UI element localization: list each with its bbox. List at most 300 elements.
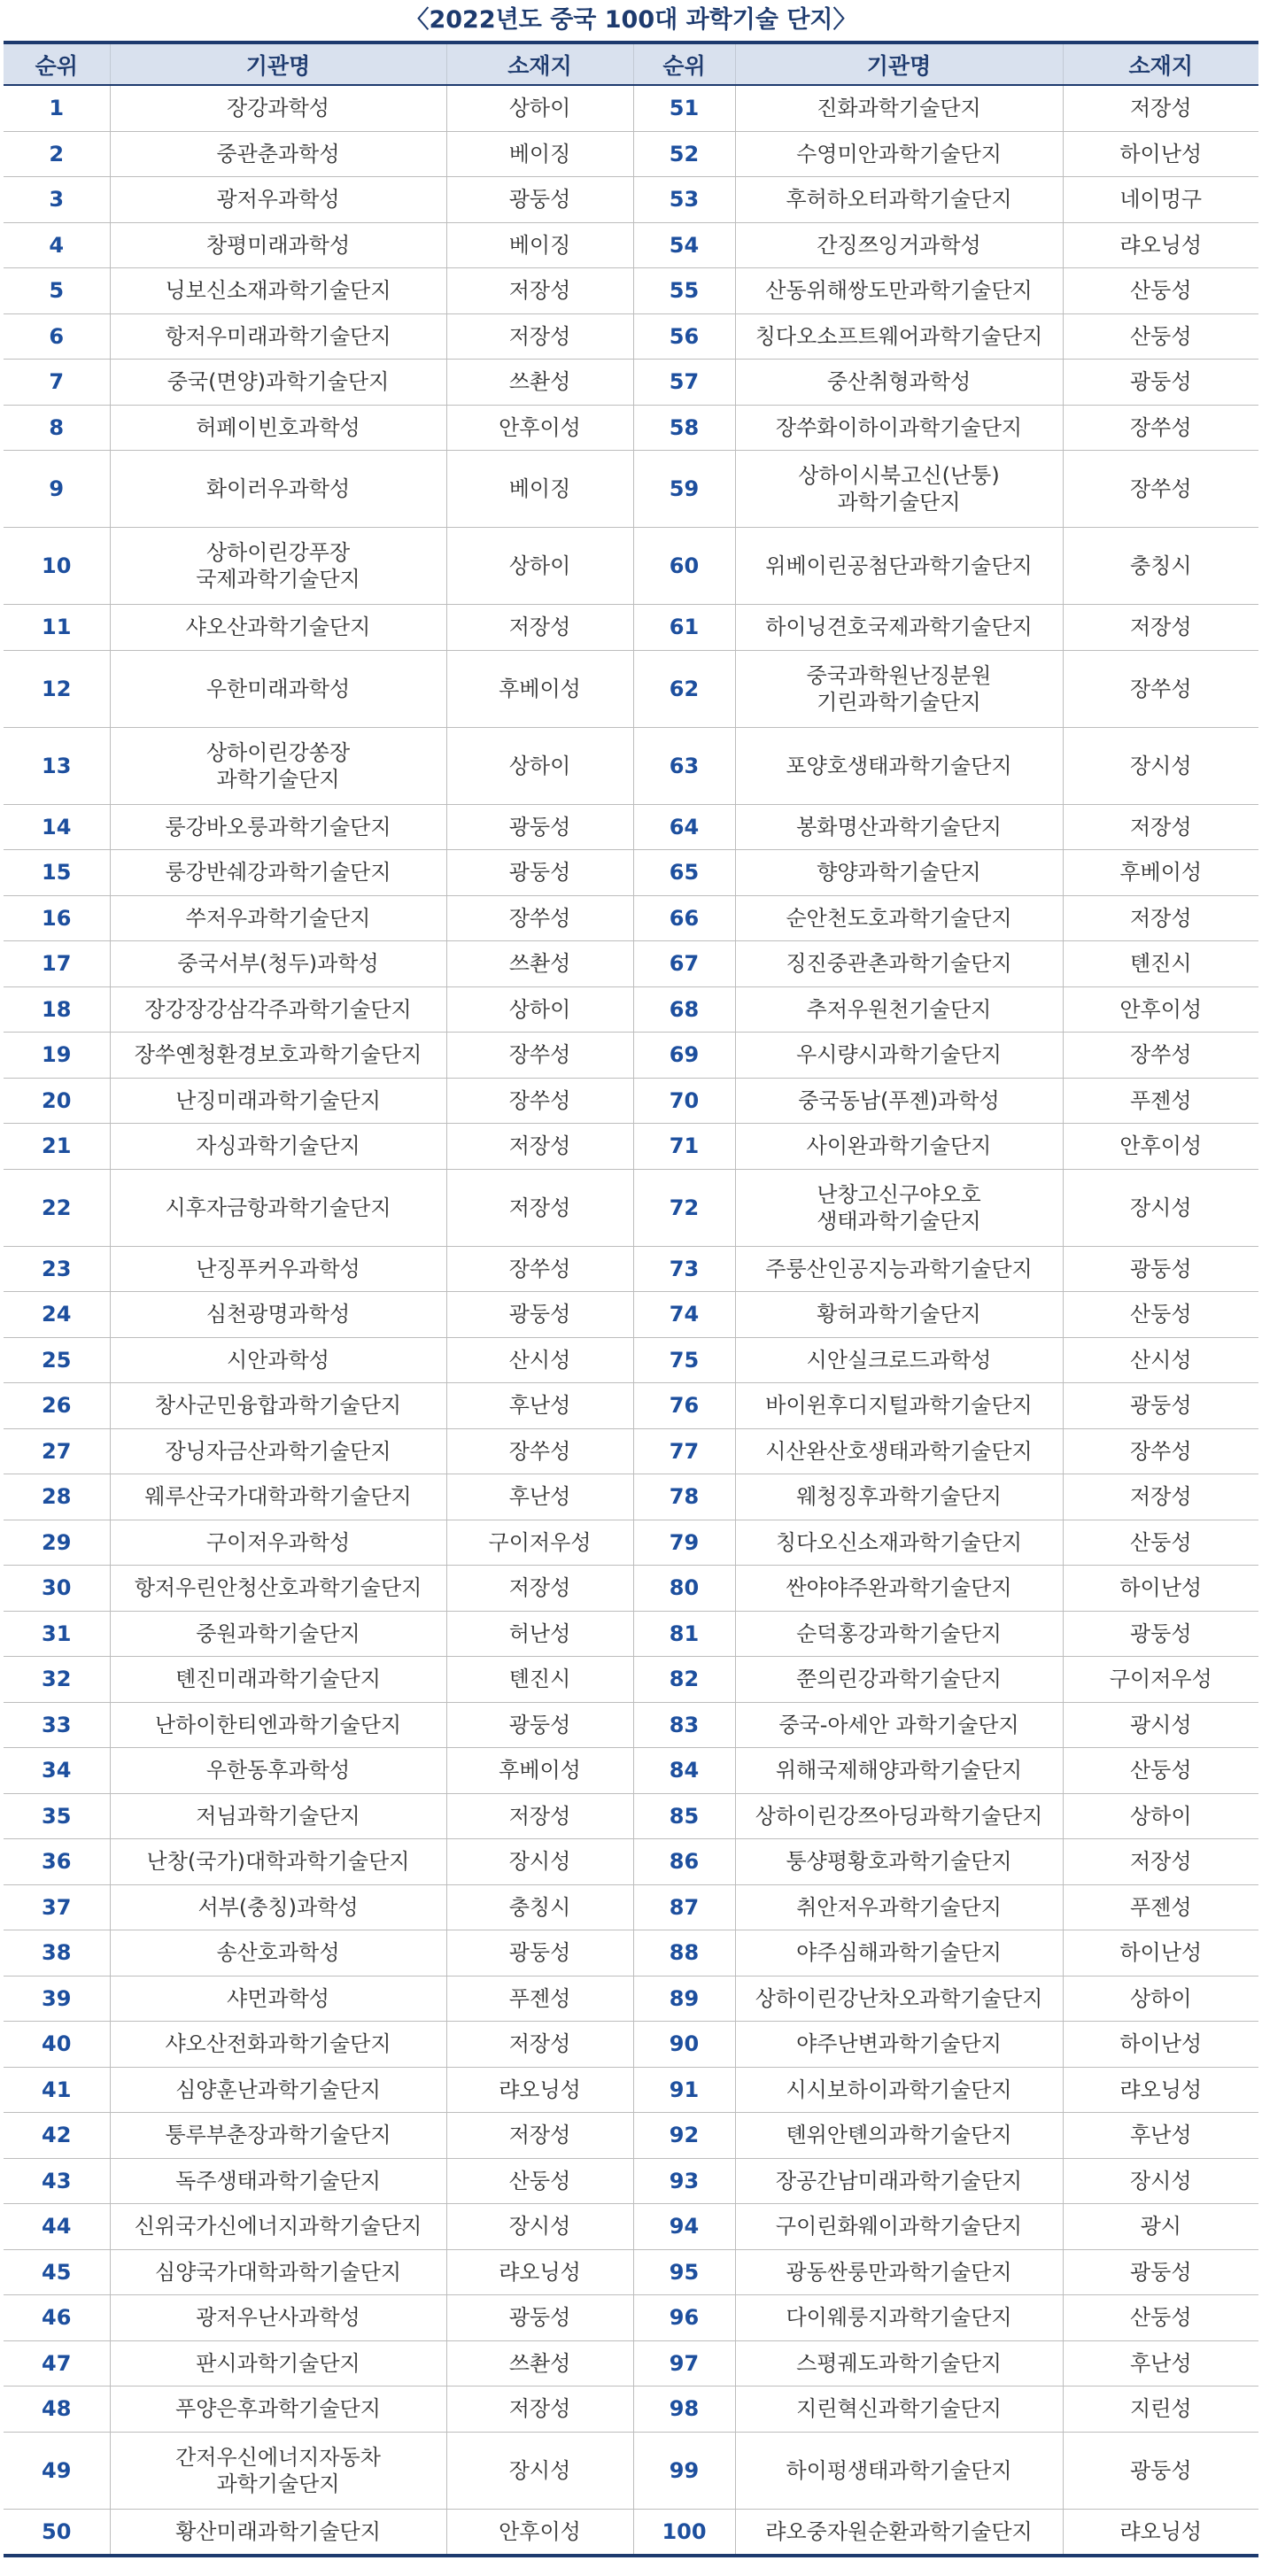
rank-cell (4, 2067, 110, 2113)
institution-name-cell (735, 2022, 1063, 2068)
institution-name-cell (110, 1930, 446, 1976)
institution-name-cell (735, 1976, 1063, 2022)
table-row (4, 804, 1258, 850)
institution-name-cell (110, 360, 446, 406)
institution-name-cell-text: 독주생태과학기술단지 (175, 2168, 381, 2193)
rank-cell (4, 405, 110, 451)
location-cell-text: 후난성 (1129, 2350, 1192, 2376)
rank-cell (633, 1246, 735, 1292)
location-cell-text: 푸젠성 (508, 1985, 571, 2011)
rank-cell-text: 2 (49, 141, 65, 166)
ranking-table (4, 41, 1258, 2557)
location-cell (1063, 1657, 1258, 1703)
rank-cell-text: 31 (42, 1621, 72, 1646)
location-cell (446, 1474, 633, 1520)
institution-name-cell-text: 샤오산과학기술단지 (185, 615, 371, 640)
location-cell (446, 850, 633, 896)
rank-cell-text: 36 (42, 1849, 72, 1875)
rank-cell (4, 1428, 110, 1474)
rank-cell (633, 85, 735, 131)
institution-name-cell-text: 랴오중자원순환과학기술단지 (765, 2518, 1033, 2544)
rank-cell (633, 1839, 735, 1885)
rank-cell-text: 28 (42, 1484, 72, 1510)
institution-name-cell (735, 1566, 1063, 1612)
institution-name-cell-text: 창사군민융합과학기술단지 (154, 1393, 402, 1419)
institution-name-cell-text: 광동싼룽만과학기술단지 (786, 2259, 1012, 2285)
table-body (4, 85, 1258, 2556)
institution-name-cell (735, 727, 1063, 804)
location-cell (446, 2509, 633, 2556)
location-cell (446, 2249, 633, 2295)
location-cell (446, 1839, 633, 1885)
location-cell-text: 상하이 (1129, 1803, 1192, 1829)
location-cell-text: 쓰촨성 (508, 2350, 571, 2376)
institution-name-cell (110, 1839, 446, 1885)
rank-cell-text: 29 (42, 1529, 72, 1555)
location-cell (446, 650, 633, 727)
location-cell-text: 하이난성 (1119, 1940, 1203, 1966)
rank-cell (4, 360, 110, 406)
institution-name-cell (735, 1839, 1063, 1885)
institution-name-cell (110, 2022, 446, 2068)
rank-cell-text: 97 (669, 2350, 700, 2376)
location-cell-text: 저장성 (1129, 1484, 1192, 1510)
rank-cell (4, 2113, 110, 2159)
table-row (4, 1124, 1258, 1170)
rank-cell (4, 1976, 110, 2022)
location-cell (1063, 405, 1258, 451)
rank-cell (4, 2509, 110, 2556)
institution-name-cell-text: 광저우과학성 (216, 187, 340, 213)
rank-cell-text: 14 (42, 814, 72, 839)
institution-name-cell-text: 주룽산인공지능과학기술단지 (765, 1256, 1033, 1281)
institution-name-cell-text: 중관춘과학성 (216, 141, 340, 166)
location-cell-text: 산시성 (1129, 1347, 1192, 1373)
location-cell (1063, 804, 1258, 850)
institution-name-cell (110, 405, 446, 451)
rank-cell-text: 54 (669, 232, 700, 258)
institution-name-cell (735, 1337, 1063, 1383)
table-row (4, 2386, 1258, 2433)
rank-cell (4, 895, 110, 941)
rank-cell (4, 2249, 110, 2295)
location-cell-text: 베이징 (508, 141, 571, 166)
institution-name-cell-text: 칭다오소프트웨어과학기술단지 (755, 323, 1043, 349)
rank-cell (633, 1930, 735, 1976)
location-cell-text: 저장성 (1129, 615, 1192, 640)
rank-cell-text: 50 (42, 2518, 72, 2544)
rank-cell (4, 804, 110, 850)
location-cell (1063, 1033, 1258, 1079)
location-cell-text: 저장성 (508, 1195, 571, 1220)
rank-cell-text: 8 (49, 414, 65, 440)
institution-name-cell (735, 1657, 1063, 1703)
location-cell-text: 구이저우성 (488, 1529, 592, 1555)
location-cell-text: 광둥성 (1129, 2259, 1192, 2285)
institution-name-cell-text: 신위국가신에너지과학기술단지 (134, 2214, 422, 2239)
institution-name-cell (735, 1793, 1063, 1839)
institution-name-cell-text: 취안저우과학기술단지 (796, 1894, 1002, 1920)
table-row (4, 1748, 1258, 1794)
institution-name-cell-text: 시안실크로드과학성 (806, 1347, 992, 1373)
rank-cell-text: 69 (669, 1042, 700, 1068)
location-cell (446, 1930, 633, 1976)
location-cell (1063, 1246, 1258, 1292)
rank-cell (633, 177, 735, 223)
institution-name-cell-text: 우시량시과학기술단지 (796, 1042, 1002, 1068)
institution-name-cell (735, 222, 1063, 268)
rank-cell-text: 86 (669, 1849, 700, 1875)
location-cell (446, 1611, 633, 1657)
institution-name-cell-text: 항저우린안청산호과학기술단지 (134, 1575, 422, 1601)
table-row (4, 528, 1258, 605)
institution-name-cell-text: 시후자금항과학기술단지 (165, 1195, 391, 1220)
location-cell-text: 장쑤성 (508, 1256, 571, 1281)
location-cell-text: 충칭시 (508, 1894, 571, 1920)
institution-name-cell-text: 퉁루부춘장과학기술단지 (165, 2123, 391, 2148)
table-title: 〈2022년도 중국 100대 과학기술 단지〉 (405, 6, 857, 34)
institution-name-cell (110, 1976, 446, 2022)
rank-cell-text: 40 (42, 2031, 72, 2057)
institution-name-cell (735, 85, 1063, 131)
rank-cell-text: 64 (669, 814, 700, 839)
institution-name-cell-text: 룽강바오룽과학기술단지 (165, 814, 391, 839)
location-cell-text: 랴오닝성 (1119, 2518, 1203, 2544)
location-cell (1063, 2113, 1258, 2159)
institution-name-cell-text: 다이웨룽지과학기술단지 (786, 2305, 1012, 2331)
table-row (4, 2249, 1258, 2295)
institution-name-cell-text: 저님과학기술단지 (196, 1803, 360, 1829)
institution-name-cell (735, 804, 1063, 850)
location-cell (1063, 2067, 1258, 2113)
location-cell (446, 2113, 633, 2159)
institution-name-cell (110, 804, 446, 850)
rank-cell-text: 92 (669, 2123, 700, 2148)
location-cell (446, 2386, 633, 2433)
rank-cell-text: 45 (42, 2259, 72, 2285)
rank-cell-text: 91 (669, 2077, 700, 2102)
location-cell (1063, 1078, 1258, 1124)
rank-cell (4, 1884, 110, 1930)
rank-cell (633, 528, 735, 605)
location-cell (1063, 2022, 1258, 2068)
institution-name-cell (110, 1428, 446, 1474)
institution-name-cell (110, 2432, 446, 2509)
institution-name-cell (735, 1884, 1063, 1930)
rank-cell (4, 85, 110, 131)
institution-name-cell-text: 상하이린강난차오과학기술단지 (755, 1985, 1043, 2011)
location-cell-text: 산둥성 (1129, 1529, 1192, 1555)
institution-name-cell (735, 131, 1063, 177)
institution-name-cell (110, 986, 446, 1033)
institution-name-cell-text: 룽강반쉐강과학기술단지 (165, 860, 391, 886)
table-row (4, 2022, 1258, 2068)
rank-cell-text: 20 (42, 1087, 72, 1113)
location-cell-text: 하이난성 (1119, 2031, 1203, 2057)
location-cell-text: 후베이성 (499, 1758, 581, 1783)
rank-cell-text: 46 (42, 2305, 72, 2331)
institution-name-cell (735, 650, 1063, 727)
institution-name-cell-text: 포양호생태과학기술단지 (786, 753, 1012, 778)
institution-name-cell-text: 싼야야주완과학기술단지 (786, 1575, 1012, 1601)
rank-cell (633, 605, 735, 651)
institution-name-cell-text: 광저우난사과학성 (196, 2305, 360, 2331)
institution-name-cell (110, 2509, 446, 2556)
institution-name-cell (110, 2249, 446, 2295)
institution-name-cell-text: 상하이시북고신(난퉁) 과학기술단지 (798, 463, 1000, 514)
location-cell-text: 랴오닝성 (1119, 232, 1203, 258)
institution-name-cell-text: 상하이린강푸장 국제과학기술단지 (196, 540, 360, 592)
location-cell (446, 1702, 633, 1748)
location-cell (1063, 2295, 1258, 2341)
location-cell-text: 저장성 (1129, 905, 1192, 931)
institution-name-cell (735, 1292, 1063, 1338)
location-cell-text: 저장성 (508, 278, 571, 304)
institution-name-cell-text: 스평궤도과학기술단지 (796, 2350, 1002, 2376)
location-cell (1063, 1566, 1258, 1612)
location-cell (446, 1124, 633, 1170)
rank-cell-text: 3 (49, 187, 65, 213)
institution-name-cell-text: 우한미래과학성 (205, 676, 351, 701)
rank-cell-text: 9 (49, 476, 65, 501)
location-cell-text: 구이저우성 (1109, 1667, 1212, 1692)
institution-name-cell-text: 쭌의린강과학기술단지 (796, 1667, 1002, 1692)
institution-name-cell (110, 850, 446, 896)
rank-cell-text: 52 (669, 141, 700, 166)
rank-cell (633, 986, 735, 1033)
location-cell (1063, 313, 1258, 360)
rank-cell-text: 67 (669, 951, 700, 977)
institution-name-cell (110, 727, 446, 804)
rank-cell-text: 83 (669, 1712, 700, 1737)
location-cell (446, 1246, 633, 1292)
location-cell (446, 1078, 633, 1124)
institution-name-cell (735, 941, 1063, 987)
location-cell-text: 저장성 (1129, 814, 1192, 839)
location-cell (446, 1976, 633, 2022)
header-location-left: 소재지 (446, 43, 633, 85)
location-cell-text: 산둥성 (1129, 2305, 1192, 2331)
institution-name-cell (735, 895, 1063, 941)
location-cell-text: 광시성 (1129, 1712, 1192, 1737)
location-cell (1063, 727, 1258, 804)
institution-name-cell-text: 순안천도호과학기술단지 (786, 905, 1012, 931)
institution-name-cell (110, 177, 446, 223)
rank-cell (633, 2113, 735, 2159)
location-cell-text: 저장성 (508, 1803, 571, 1829)
institution-name-cell (735, 2432, 1063, 2509)
rank-cell-text: 74 (669, 1302, 700, 1327)
location-cell-text: 상하이 (508, 996, 571, 1022)
location-cell-text: 랴오닝성 (499, 2077, 581, 2102)
rank-cell (633, 1611, 735, 1657)
rank-cell-text: 43 (42, 2168, 72, 2193)
institution-name-cell-text: 중국(면양)과학기술단지 (166, 369, 390, 395)
location-cell-text: 광둥성 (508, 860, 571, 886)
rank-cell (633, 1566, 735, 1612)
location-cell-text: 네이멍구 (1119, 187, 1203, 213)
location-cell-text: 하이난성 (1119, 1575, 1203, 1601)
rank-cell-text: 75 (669, 1347, 700, 1373)
rank-cell (633, 2022, 735, 2068)
rank-cell-text: 95 (669, 2259, 700, 2285)
location-cell (1063, 1383, 1258, 1429)
location-cell (446, 1169, 633, 1246)
location-cell (1063, 268, 1258, 314)
rank-cell (633, 895, 735, 941)
location-cell-text: 산둥성 (1129, 278, 1192, 304)
location-cell-text: 장쑤성 (1129, 1438, 1192, 1464)
rank-cell-text: 76 (669, 1393, 700, 1419)
institution-name-cell-text: 바이윈후디지털과학기술단지 (765, 1393, 1033, 1419)
rank-cell-text: 78 (669, 1484, 700, 1510)
location-cell-text: 장쑤성 (508, 1087, 571, 1113)
institution-name-cell (735, 1383, 1063, 1429)
rank-cell (4, 605, 110, 651)
location-cell (1063, 850, 1258, 896)
rank-cell-text: 80 (669, 1575, 700, 1601)
location-cell (1063, 360, 1258, 406)
institution-name-cell (110, 222, 446, 268)
location-cell-text: 장시성 (1129, 753, 1192, 778)
rank-cell (633, 360, 735, 406)
rank-cell-text: 35 (42, 1803, 72, 1829)
location-cell (1063, 1337, 1258, 1383)
rank-cell (4, 1169, 110, 1246)
rank-cell-text: 84 (669, 1758, 700, 1783)
rank-cell (4, 2204, 110, 2250)
institution-name-cell-text: 시안과학성 (227, 1347, 329, 1373)
institution-name-cell (110, 2067, 446, 2113)
rank-cell (633, 1793, 735, 1839)
table-row (4, 850, 1258, 896)
rank-cell (633, 804, 735, 850)
institution-name-cell (110, 1793, 446, 1839)
rank-cell-text: 73 (669, 1256, 700, 1281)
institution-name-cell (735, 1033, 1063, 1079)
location-cell (446, 2340, 633, 2386)
institution-name-cell-text: 진화과학기술단지 (817, 96, 981, 121)
location-cell-text: 상하이 (508, 96, 571, 121)
table-row (4, 1793, 1258, 1839)
rank-cell-text: 96 (669, 2305, 700, 2331)
institution-name-cell-text: 봉화명산과학기술단지 (796, 814, 1002, 839)
rank-cell-text: 37 (42, 1894, 72, 1920)
institution-name-cell-text: 화이러우과학성 (205, 476, 351, 501)
rank-cell (633, 2158, 735, 2204)
rank-cell-text: 71 (669, 1133, 700, 1159)
institution-name-cell-text: 향양과학기술단지 (817, 860, 981, 886)
location-cell-text: 저장성 (508, 2031, 571, 2057)
institution-name-cell-text: 하이펑생태과학기술단지 (786, 2457, 1012, 2483)
table-row (4, 177, 1258, 223)
location-cell (1063, 1793, 1258, 1839)
location-cell-text: 지린성 (1129, 2396, 1192, 2422)
location-cell-text: 안후이성 (499, 414, 581, 440)
rank-cell (4, 1474, 110, 1520)
institution-name-cell (110, 1702, 446, 1748)
institution-name-cell (735, 2386, 1063, 2433)
location-cell-text: 베이징 (508, 476, 571, 501)
institution-name-cell-text: 산동위해쌍도만과학기술단지 (765, 278, 1033, 304)
institution-name-cell-text: 구이저우과학성 (205, 1529, 351, 1555)
institution-name-cell (735, 605, 1063, 651)
header-name-left: 기관명 (110, 43, 446, 85)
rank-cell (633, 1702, 735, 1748)
institution-name-cell-text: 난징푸커우과학성 (196, 1256, 360, 1281)
rank-cell (633, 405, 735, 451)
institution-name-cell (110, 895, 446, 941)
rank-cell (633, 727, 735, 804)
rank-cell-text: 38 (42, 1940, 72, 1966)
location-cell (446, 405, 633, 451)
location-cell (1063, 528, 1258, 605)
institution-name-cell-text: 사이완과학기술단지 (806, 1133, 992, 1159)
institution-name-cell-text: 간저우신에너지자동차 과학기술단지 (175, 2444, 381, 2496)
location-cell-text: 후난성 (508, 1484, 571, 1510)
table-row (4, 2340, 1258, 2386)
institution-name-cell (110, 528, 446, 605)
institution-name-cell-text: 허페이빈호과학성 (196, 414, 360, 440)
institution-name-cell-text: 간징쯔잉거과학성 (817, 232, 981, 258)
institution-name-cell (110, 131, 446, 177)
institution-name-cell-text: 수영미안과학기술단지 (796, 141, 1002, 166)
rank-cell-text: 32 (42, 1667, 72, 1692)
rank-cell-text: 15 (42, 860, 72, 886)
rank-cell-text: 93 (669, 2168, 700, 2193)
rank-cell (633, 1657, 735, 1703)
institution-name-cell-text: 장강장강삼각주과학기술단지 (144, 996, 412, 1022)
location-cell-text: 후베이성 (1119, 860, 1203, 886)
location-cell (1063, 1930, 1258, 1976)
institution-name-cell (110, 2340, 446, 2386)
location-cell (446, 727, 633, 804)
institution-name-cell (735, 451, 1063, 528)
institution-name-cell (735, 1124, 1063, 1170)
rank-cell (4, 1748, 110, 1794)
rank-cell-text: 60 (669, 553, 700, 578)
rank-cell-text: 4 (49, 232, 65, 258)
institution-name-cell (110, 1246, 446, 1292)
rank-cell (633, 1976, 735, 2022)
table-row (4, 1169, 1258, 1246)
institution-name-cell-text: 난창고신구야오호 생태과학기술단지 (817, 1181, 981, 1234)
table-row (4, 941, 1258, 987)
rank-cell-text: 24 (42, 1302, 72, 1327)
location-cell-text: 장쑤성 (1129, 414, 1192, 440)
institution-name-cell-text: 우한동후과학성 (205, 1758, 351, 1783)
location-cell-text: 저장성 (1129, 1849, 1192, 1875)
location-cell-text: 광둥성 (508, 187, 571, 213)
rank-cell (4, 1124, 110, 1170)
institution-name-cell-text: 야주심해과학기술단지 (796, 1940, 1002, 1966)
location-cell-text: 저장성 (508, 2396, 571, 2422)
institution-name-cell (110, 85, 446, 131)
rank-cell-text: 100 (662, 2518, 707, 2544)
institution-name-cell-text: 장닝자금산과학기술단지 (165, 1438, 391, 1464)
table-row (4, 727, 1258, 804)
rank-cell-text: 42 (42, 2123, 72, 2148)
location-cell-text: 상하이 (508, 753, 571, 778)
table-row (4, 1337, 1258, 1383)
institution-name-cell-text: 톈진미래과학기술단지 (175, 1667, 381, 1692)
rank-cell-text: 57 (669, 369, 700, 395)
rank-cell (4, 2386, 110, 2433)
institution-name-cell (110, 2204, 446, 2250)
location-cell-text: 광둥성 (508, 1940, 571, 1966)
rank-cell (4, 1657, 110, 1703)
institution-name-cell (110, 941, 446, 987)
